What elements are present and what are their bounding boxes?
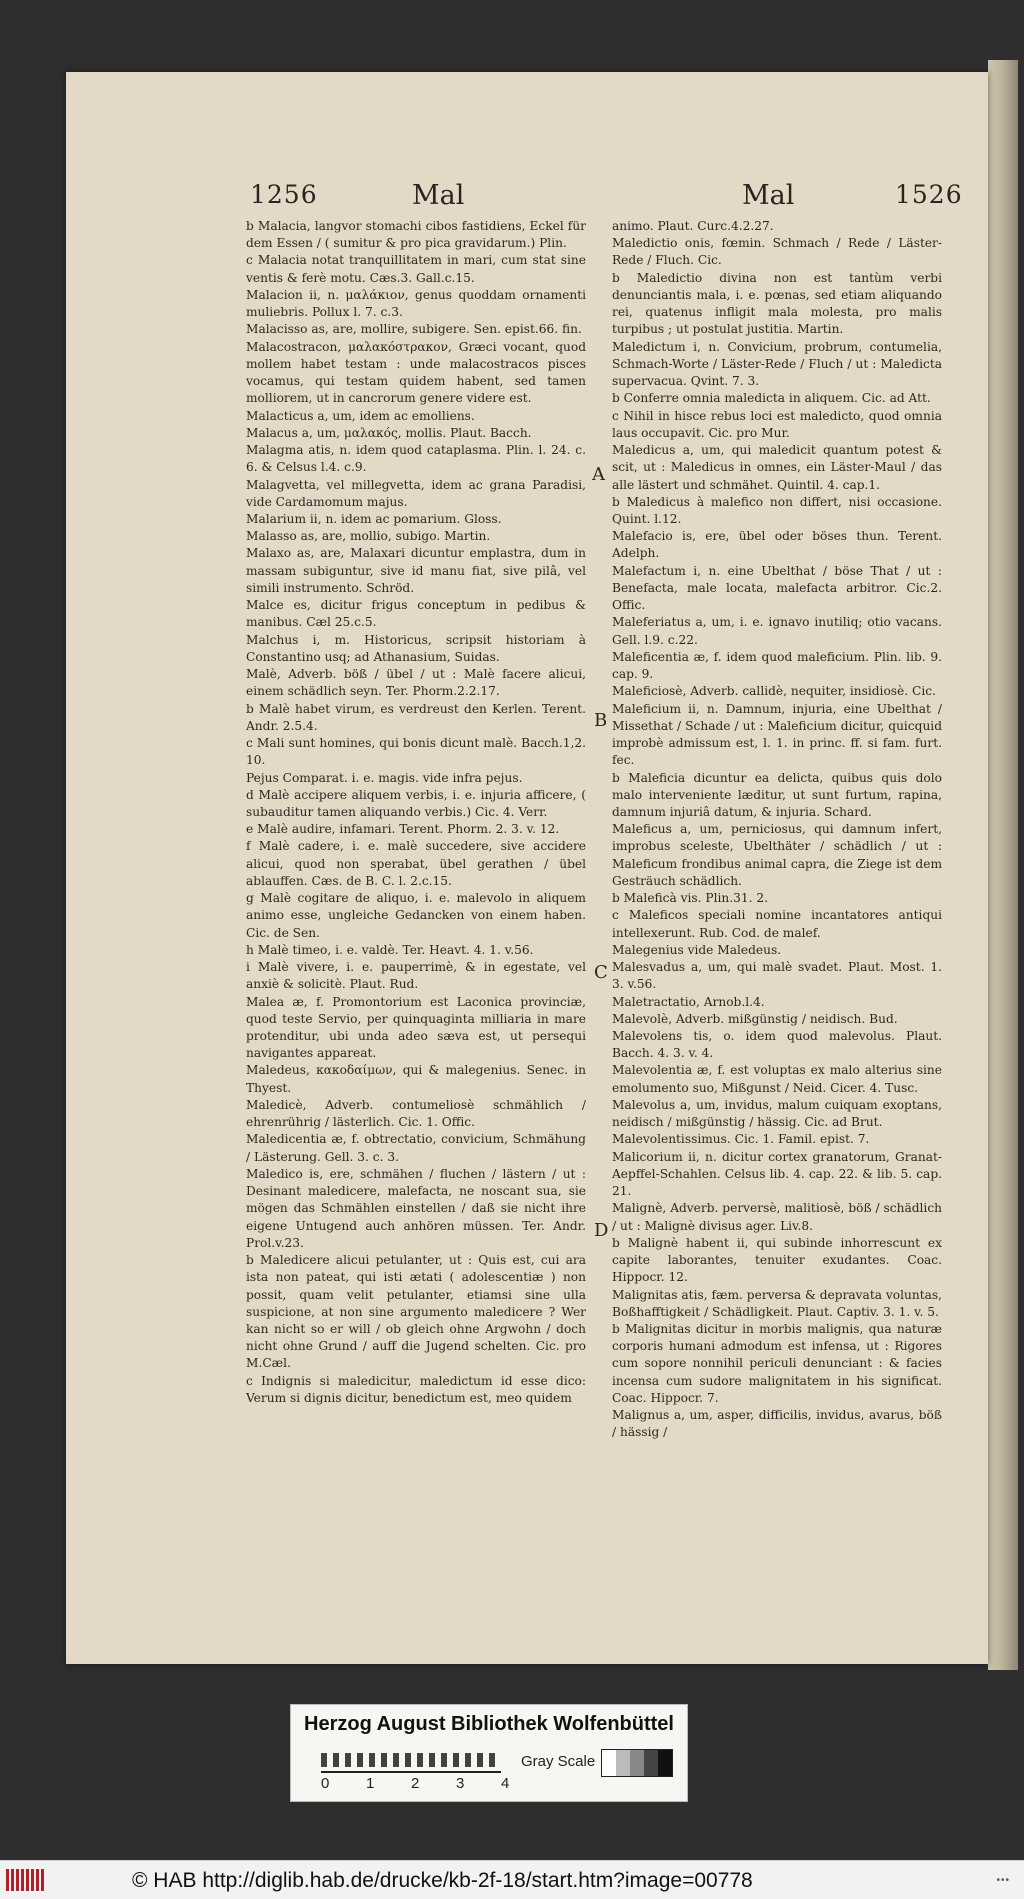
dictionary-entry: b Conferre omnia maledicta in aliquem. Cic. ad Att. xyxy=(612,391,931,406)
dictionary-entry: c Maleficos speciali nomine incantatores antiqui intellexerunt. Rub. Cod. de malef. xyxy=(612,908,942,940)
dictionary-entry: Malea æ, f. Promontorium est Laconica provinciæ, quod teste Servio, per quinquaginta milliaria in mare protenditur, ubi unda adeo sæva est, ut persequi navigantes appareat. xyxy=(246,994,586,1061)
dictionary-entry: f Malè cadere, i. e. malè succedere, sive accidere alicui, quod non sperabat, übel gerathen / übel ablauffen. Cæs. de B. C. l. 2.c.15. xyxy=(246,839,586,888)
dictionary-entry: b Maledicus à malefico non differt, nisi occasione. Quint. l.12. xyxy=(612,494,942,526)
dictionary-entry: Malè, Adverb. böß / übel / ut : Malè facere alicui, einem schädlich seyn. Ter. Phorm.2.2.17. xyxy=(246,667,586,699)
gray-scale-swatch xyxy=(601,1749,673,1777)
ruler xyxy=(321,1749,501,1773)
ruler-number: 1 xyxy=(366,1775,375,1792)
dictionary-entry: c Malacia notat tranquillitatem in mari, cum stat sine ventis & ferè motu. Cæs.3. Gall.c.15. xyxy=(246,253,586,285)
dictionary-entry: Malesvadus a, um, qui malè svadet. Plaut. Most. 1. 3. v.56. xyxy=(612,960,942,992)
dictionary-entry: b Maleficia dicuntur ea delicta, quibus quis dolo malo interveniente læditur, ut sunt furtum, rapina, damnum injuriâ datum, & injuria. Schard. xyxy=(612,770,942,819)
dictionary-entry: Malegenius vide Maledeus. xyxy=(612,942,782,957)
more-options-icon[interactable]: ••• xyxy=(996,1875,1010,1886)
dictionary-entry: c Nihil in hisce rebus loci est maledicto, quod omnia laus occupavit. Cic. pro Mur. xyxy=(612,408,942,440)
library-title: Herzog August Bibliothek Wolfenbüttel xyxy=(304,1713,674,1735)
dictionary-entry: c Mali sunt homines, qui bonis dicunt malè. Bacch.1,2. 10. xyxy=(246,736,586,768)
ruler-number: 4 xyxy=(501,1775,510,1792)
gray-scale-label: Gray Scale xyxy=(521,1753,596,1770)
dictionary-entry: Malevolus a, um, invidus, malum cuiquam exoptans, neidisch / mißgünstig / hässig. Cic. ad Brut. xyxy=(612,1097,942,1130)
dictionary-entry: Malaxo as, are, Malaxari dicuntur emplastra, dum in massam subiguntur, sive id manu fiat, sive pilâ, vel simili instrumento. Schröd. xyxy=(246,546,586,595)
dictionary-entry: Malacostracon, μαλακόστρακον, Græci vocant, quod mollem habet testam : unde malacostracos pisces vocamus, qui testam quidem habent, sed tamen molliorem, ut in cancrorum genere videre est. xyxy=(246,339,586,406)
page-edge xyxy=(988,60,1018,1670)
running-head-left: Mal xyxy=(412,180,465,211)
right-column xyxy=(612,218,942,1442)
dictionary-entry: Malignè, Adverb. perversè, malitiosè, böß / schädlich / ut : Malignè divisus ager. Liv.8. xyxy=(612,1201,942,1233)
dictionary-entry: Malevolentia æ, f. est voluptas ex malo alterius sine emolumento suo, Mißgunst / Neid. Cicer. 4. Tusc. xyxy=(612,1063,942,1095)
library-color-strip xyxy=(290,1704,688,1802)
section-mark-b: B xyxy=(594,710,608,731)
dictionary-entry: Maleficus a, um, perniciosus, qui damnum infert, improbus sceleste, Ubelthäter / schädlich / ut : Maleficum frondibus animal capra, die Ziege ist dem Gesträuch schädlich. xyxy=(612,822,942,888)
dictionary-entry: b Malignè habent ii, qui subinde inhorrescunt ex capite laborantes, tenuiter exudantes. Coac. Hippocr. 12. xyxy=(612,1235,942,1285)
section-mark-a: A xyxy=(592,464,605,485)
footer-link[interactable]: © HAB http://diglib.hab.de/drucke/kb-2f-18/start.htm?image=00778 xyxy=(132,1869,753,1892)
dictionary-entry: b Malè habet virum, es verdreust den Kerlen. Terent. Andr. 2.5.4. xyxy=(246,701,586,733)
dictionary-entry: h Malè timeo, i. e. valdè. Ter. Heavt. 4. 1. v.56. xyxy=(246,942,534,957)
dictionary-entry: Maledico is, ere, schmähen / fluchen / lästern / ut : Desinant maledicere, malefacta, ne noscant sua, sie mögen das Schmählen einstellen / daß sie nicht ihre eigene Untugend auch anhören müssen. Ter. Andr. Prol.v.23. xyxy=(246,1166,586,1250)
hab-logo-icon[interactable] xyxy=(6,1869,46,1891)
dictionary-entry: c Indignis si maledicitur, maledictum id esse dico: Verum si dignis dicitur, benedictum est, meo quidem xyxy=(246,1373,586,1405)
left-column xyxy=(246,218,586,1407)
ruler-bar xyxy=(321,1753,501,1767)
dictionary-entry: Malignus a, um, asper, difficilis, invidus, avarus, böß / hässig / xyxy=(612,1408,942,1440)
dictionary-entry: Malevolens tis, o. idem quod malevolus. Plaut. Bacch. 4. 3. v. 4. xyxy=(612,1029,942,1061)
ruler-number: 2 xyxy=(411,1775,420,1792)
dictionary-entry: Maledicè, Adverb. contumeliosè schmählich / ehrenrührig / lästerlich. Cic. 1. Offic. xyxy=(246,1097,586,1130)
dictionary-entry: Malacisso as, are, mollire, subigere. Sen. epist.66. fin. xyxy=(246,322,582,337)
dictionary-entry: b Maledictio divina non est tantùm verbi denunciantis mala, i. e. pœnas, sed etiam aliquando rei, quatenus infligit mala molesta, pro malis turpibus ; ut postulat justitia. Martin. xyxy=(612,270,942,337)
dictionary-entry: Malevolentissimus. Cic. 1. Famil. epist. 7. xyxy=(612,1132,870,1147)
page-number-right: 1526 xyxy=(895,180,963,209)
footer-bar xyxy=(0,1860,1024,1899)
dictionary-entry: Pejus Comparat. i. e. magis. vide infra pejus. xyxy=(246,770,523,785)
page-number-left: 1256 xyxy=(250,180,318,209)
dictionary-entry: Malevolè, Adverb. mißgünstig / neidisch. Bud. xyxy=(612,1011,898,1026)
section-mark-d: D xyxy=(594,1220,609,1241)
dictionary-entry: d Malè accipere aliquem verbis, i. e. injuria afficere, ( subauditur tamen aliquando verbis.) Cic. 4. Verr. xyxy=(246,787,586,819)
dictionary-entry: Maledeus, κακοδαίμων, qui & malegenius. Senec. in Thyest. xyxy=(246,1063,586,1095)
dictionary-entry: Maledicentia æ, f. obtrectatio, convicium, Schmähung / Lästerung. Gell. 3. c. 3. xyxy=(246,1132,586,1164)
dictionary-entry: Malicorium ii, n. dicitur cortex granatorum, Granat-Aepffel-Schahlen. Celsus lib. 4. cap. 22. & lib. 5. cap. 21. xyxy=(612,1149,942,1199)
dictionary-entry: b Maleficà vis. Plin.31. 2. xyxy=(612,891,769,906)
ruler-number: 3 xyxy=(456,1775,465,1792)
dictionary-entry: i Malè vivere, i. e. pauperrimè, & in egestate, vel anxiè & solicitè. Plaut. Rud. xyxy=(246,960,586,992)
dictionary-entry: Maleferiatus a, um, i. e. ignavo inutiliq; otio vacans. Gell. l.9. c.22. xyxy=(612,615,942,647)
dictionary-entry: Malagvetta, vel millegvetta, idem ac grana Paradisi, vide Cardamomum majus. xyxy=(246,477,586,509)
dictionary-entry: Maletractatio, Arnob.l.4. xyxy=(612,994,765,1009)
dictionary-entry: Malefacio is, ere, übel oder böses thun. Terent. Adelph. xyxy=(612,529,942,561)
dictionary-entry: e Malè audire, infamari. Terent. Phorm. 2. 3. v. 12. xyxy=(246,822,560,837)
dictionary-entry: Maleficentia æ, f. idem quod maleficium. Plin. lib. 9. cap. 9. xyxy=(612,649,942,682)
dictionary-entry: b Malignitas dicitur in morbis malignis, qua naturæ corporis humani admodum est infensa, ut : Rigores cum sopore nonnihil periculi denunciant : & facies incensa cum sudore malignitatem in his significat. Coac. Hippocr. 7. xyxy=(612,1322,942,1405)
dictionary-entry: Maledictio onis, fœmin. Schmach / Rede / Läster-Rede / Fluch. Cic. xyxy=(612,236,942,268)
dictionary-entry: Maledicus a, um, qui maledicit quantum potest & scit, ut : Maledicus in omnes, ein Läster-Maul / das alle lästert und schmähet. Quintil. 4. cap.1. xyxy=(612,443,942,492)
dictionary-entry: b Maledicere alicui petulanter, ut : Quis est, cui ara ista non pateat, qui isti ætati ( adolescentiæ ) non possit, quam velit petulanter, etiamsi sine ulla suspicione, at non sine argumento maledicere ? Wer kan nicht so er will / ob gleich ohne Argwohn / doch nicht ohne Grund / auff die Jugend schelten. Cic. pro M.Cæl. xyxy=(246,1253,586,1371)
ruler-number: 0 xyxy=(321,1775,330,1792)
section-mark-c: C xyxy=(594,962,608,983)
dictionary-entry: g Malè cogitare de aliquo, i. e. malevolo in aliquem animo esse, ungleiche Gedancken von einem haben. Cic. de Sen. xyxy=(246,891,586,940)
dictionary-entry: b Malacia, langvor stomachi cibos fastidiens, Eckel für dem Essen / ( sumitur & pro pica gravidarum.) Plin. xyxy=(246,219,586,251)
dictionary-entry: Malacticus a, um, idem ac emolliens. xyxy=(246,408,475,423)
dictionary-entry: Malefactum i, n. eine Ubelthat / böse That / ut : Benefacta, male locata, malefacta arbitror. Cic.2. Offic. xyxy=(612,563,942,613)
dictionary-entry: Malchus i, m. Historicus, scripsit historiam à Constantino usq; ad Athanasium, Suidas. xyxy=(246,632,586,664)
dictionary-entry: Malce es, dicitur frigus conceptum in pedibus & manibus. Cæl 25.c.5. xyxy=(246,598,586,630)
dictionary-entry: Malacion ii, n. μαλάκιον, genus quoddam ornamenti muliebris. Pollux l. 7. c.3. xyxy=(246,287,586,320)
dictionary-entry: Malignitas atis, fæm. perversa & depravata voluntas, Boßhafftigkeit / Schädligkeit. Plaut. Captiv. 3. 1. v. 5. xyxy=(612,1287,942,1319)
dictionary-entry: Maleficiosè, Adverb. callidè, nequiter, insidiosè. Cic. xyxy=(612,684,936,699)
dictionary-entry: Malagma atis, n. idem quod cataplasma. Plin. l. 24. c. 6. & Celsus l.4. c.9. xyxy=(246,443,586,475)
dictionary-entry: animo. Plaut. Curc.4.2.27. xyxy=(612,219,774,233)
running-head-right: Mal xyxy=(742,180,795,211)
dictionary-entry: Malacus a, um, μαλακός, mollis. Plaut. Bacch. xyxy=(246,425,532,440)
dictionary-entry: Maleficium ii, n. Damnum, injuria, eine Ubelthat / Missethat / Schade / ut : Maleficium dicitur, quicquid improbè admissum est, l. 1. in princ. ff. si fam. furt. fec. xyxy=(612,701,942,768)
dictionary-entry: Malasso as, are, mollio, subigo. Martin. xyxy=(246,529,491,544)
dictionary-entry: Malarium ii, n. idem ac pomarium. Gloss. xyxy=(246,511,502,526)
dictionary-entry: Maledictum i, n. Convicium, probrum, contumelia, Schmach-Worte / Läster-Rede / Fluch / ut : Maledicta supervacua. Qvint. 7. 3. xyxy=(612,339,942,389)
